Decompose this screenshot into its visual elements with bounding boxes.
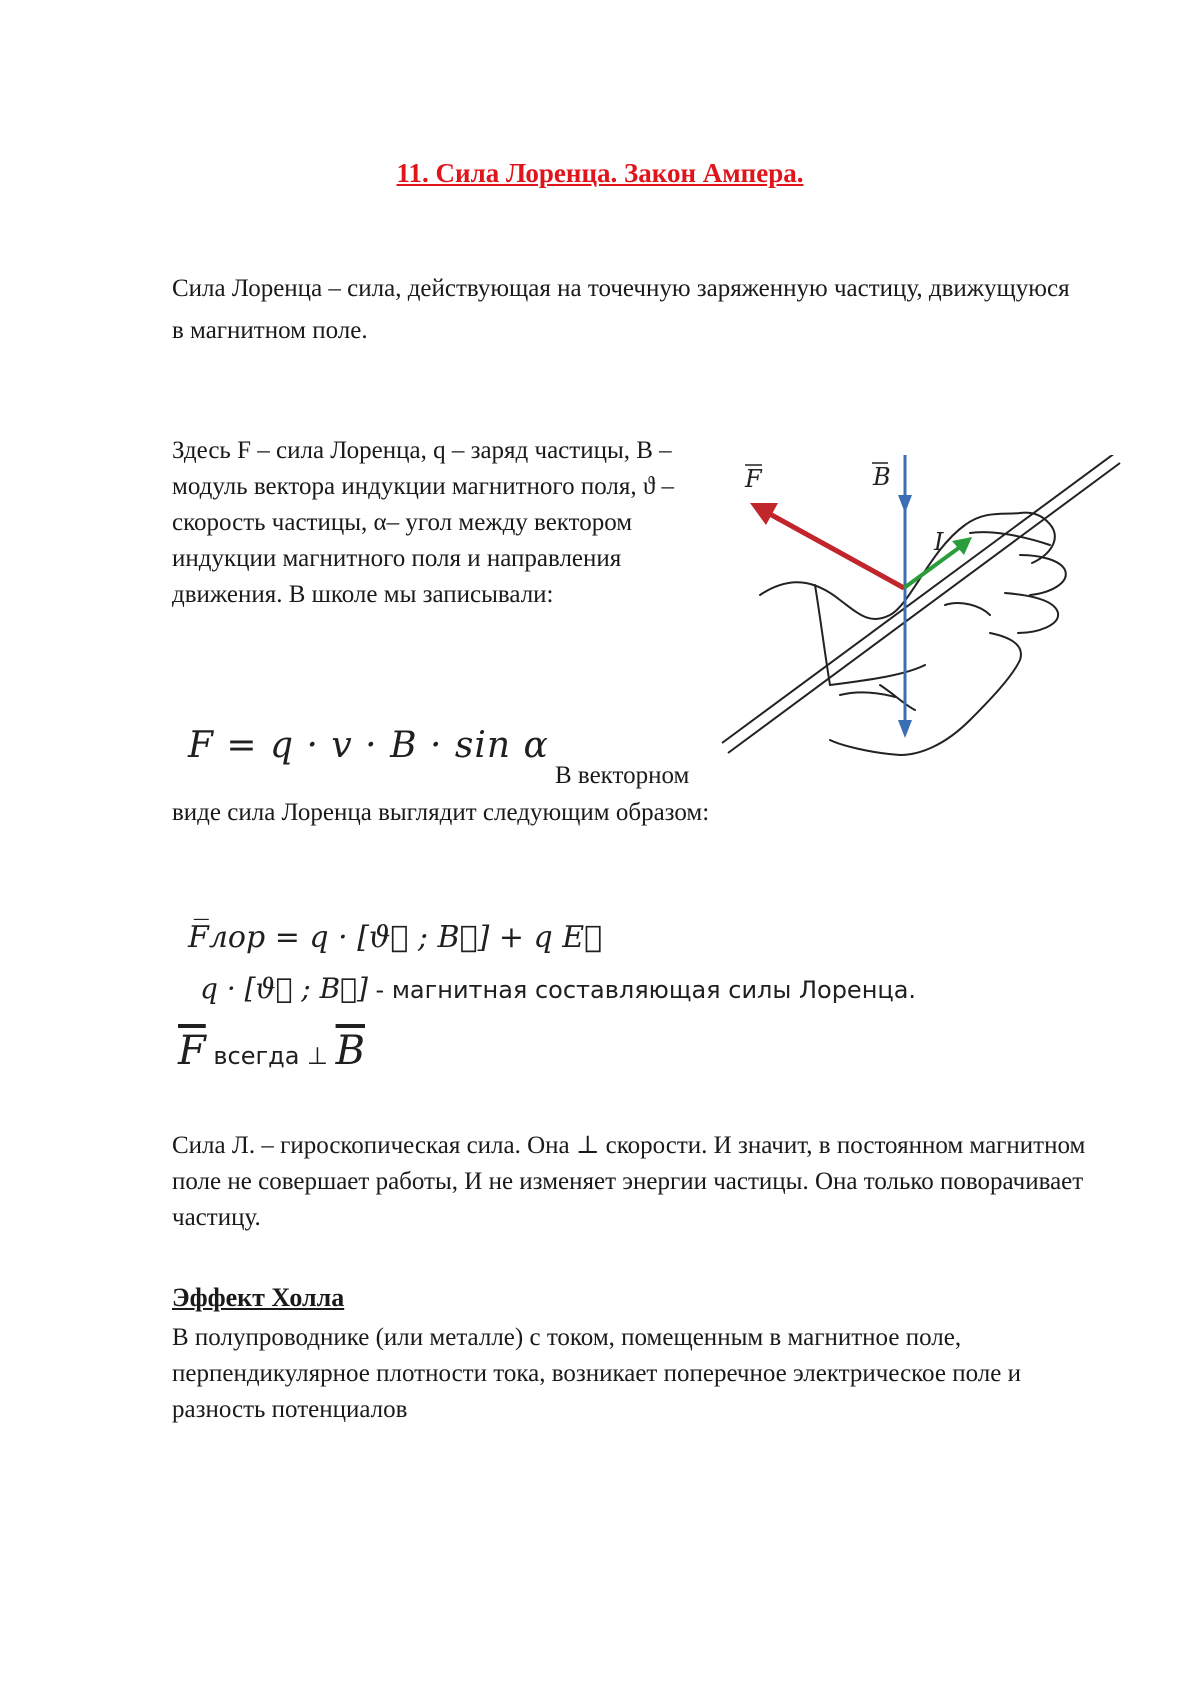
conductor-wire xyxy=(722,455,1120,753)
perp-B: $\overline{B}$ xyxy=(335,1028,365,1074)
left-hand-rule-figure xyxy=(720,455,1140,815)
hand-outline xyxy=(760,513,1066,755)
page-title: 11. Сила Лоренца. Закон Ампера. xyxy=(396,158,804,188)
figure-label-F: F xyxy=(745,465,762,493)
perpendicular-statement xyxy=(178,1028,365,1074)
magnetic-component-formula: q · [ϑ⃗ ; B⃗] xyxy=(200,972,368,1005)
force-vector-F xyxy=(750,503,904,588)
vector-intro-continued: виде сила Лоренца выглядит следующим образом: xyxy=(172,799,710,826)
perp-text: всегда ⊥ xyxy=(205,1042,336,1070)
scalar-formula: F = q · v · B · sin α xyxy=(188,725,549,766)
hall-heading: Эффект Холла xyxy=(172,1283,345,1312)
gyroscopic-paragraph: Сила Л. – гироскопическая сила. Она ⊥ скорости. И значит, в постоянном магнитном поле не совершает работы, И не изменяет энергии частицы. Она только поворачивает частицу. xyxy=(172,1132,1086,1231)
vector-intro-text: В векторном xyxy=(555,762,690,789)
figure-label-I: I xyxy=(934,528,944,556)
intro-paragraph: Сила Лоренца – сила, действующая на точечную заряженную частицу, движущуюся в магнитном поле. xyxy=(172,275,1070,344)
magnetic-component-line xyxy=(200,972,916,1005)
hall-paragraph: В полупроводнике (или металле) с током, помещенным в магнитное поле, перпендикулярное плотности тока, возникает поперечное электрическое поле и разность потенциалов xyxy=(172,1324,1021,1423)
field-vector-B xyxy=(898,455,912,738)
perp-F: $\overline{F}$ xyxy=(178,1028,206,1074)
figure-label-B: B xyxy=(873,463,891,491)
description-paragraph: Здесь F – сила Лоренца, q – заряд частицы, B – модуль вектора индукции магнитного поля, ϑ – скорость частицы, α– угол между вектором индукции магнитного поля и направления движения. В школе мы записывали: xyxy=(172,437,674,608)
magnetic-component-text: - магнитная составляющая силы Лоренца. xyxy=(367,976,917,1004)
vector-formula: F̅лор = q · [ϑ⃗ ; B⃗] + q E⃗ xyxy=(188,920,603,955)
